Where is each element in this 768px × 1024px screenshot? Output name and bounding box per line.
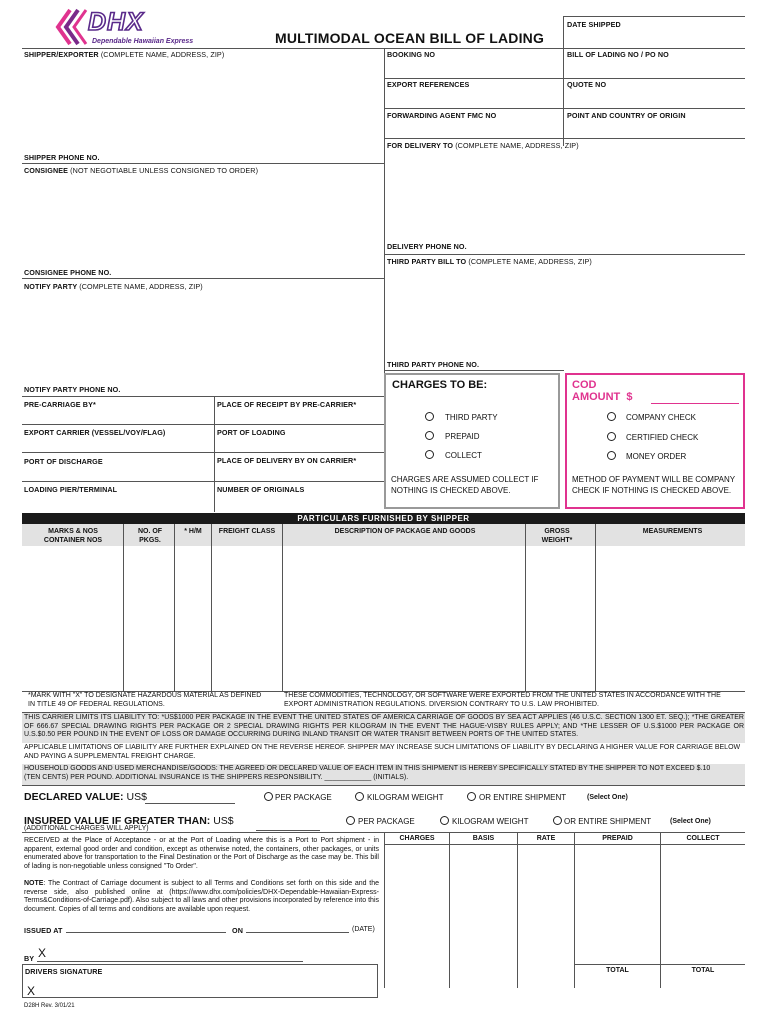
col-pkgs: NO. OF PKGS. — [137, 528, 163, 544]
logo-tagline: Dependable Hawaiian Express — [92, 38, 194, 45]
place-receipt-label: PLACE OF RECEIPT BY PRE-CARRIER* — [217, 400, 357, 409]
liability-note: THIS CARRIER LIMITS ITS LIABILITY TO: *US$1000 PER PACKAGE IN THE EVENT THE UNITED STATES OF AMERICA CARRIAGE OF GOODS BY SEA ACT APPLIES (46 U.S.C. SECTION 1300 ET. SEQ.); *THE GREATER OF 666.67 SPECIAL DRAWING RIGHTS PER PACKAGE OR 2 SPECIAL DRAWING RIGHTS PER KILOGRAM IN THE EVENT THE HAGUE-VISBY RULES APPLY; AND *THE LESSER OF U.S.$1000 PER PACKAGE OR U.S.$0.50 PER POUND IN THE EVENT OF LOSS OR DAMAGE OCCURRING DURING INLAND TRANSIT OR WATER TRANSIT BETWEEN PORTS OF THE UNITED STATES. — [24, 714, 744, 739]
third-party-radio[interactable] — [425, 412, 434, 421]
by-label: BY — [24, 954, 35, 963]
third-party-phone-label: THIRD PARTY PHONE NO. — [387, 360, 480, 369]
declared-per-package-radio[interactable] — [264, 792, 273, 801]
insured-sub: (ADDITIONAL CHARGES WILL APPLY) — [24, 825, 149, 832]
by-field[interactable] — [37, 961, 303, 962]
pre-carriage-label: PRE-CARRIAGE BY* — [24, 400, 96, 409]
applicable-note: APPLICABLE LIMITATIONS OF LIABILITY ARE FURTHER EXPLAINED ON THE REVERSE HEREOF. SHIPPER MAY INCREASE SUCH LIMITATIONS OF LIABILITY BY DECLARING A HIGHER VALUE FOR CARRIAGE BELOW AND PAYING A SUPPLEMENTAL FREIGHT CHARGE. — [24, 744, 741, 760]
on-label: ON — [232, 926, 243, 935]
insured-value-label: INSURED VALUE IF GREATER THAN: US$ — [24, 815, 234, 827]
insured-per-package: PER PACKAGE — [358, 817, 415, 826]
declared-select-one: (Select One) — [587, 794, 628, 801]
col-gross: GROSS WEIGHT* — [541, 528, 573, 544]
bol-no-label: BILL OF LADING NO / PO NO — [567, 50, 669, 59]
col-measurements: MEASUREMENTS — [642, 528, 703, 535]
port-discharge-label: PORT OF DISCHARGE — [24, 457, 103, 466]
declared-entire-radio[interactable] — [467, 792, 476, 801]
consignee-label: CONSIGNEE (NOT NEGOTIABLE UNLESS CONSIGNED TO ORDER) — [24, 166, 259, 175]
drivers-x: X — [27, 984, 36, 998]
charges-title: CHARGES TO BE: — [392, 379, 488, 391]
declared-kilogram-radio[interactable] — [355, 792, 364, 801]
declared-per-package: PER PACKAGE — [275, 793, 332, 802]
insured-per-package-radio[interactable] — [346, 816, 355, 825]
point-origin-label: POINT AND COUNTRY OF ORIGIN — [567, 111, 686, 120]
charges-note: CHARGES ARE ASSUMED COLLECT IF NOTHING IS CHECKED ABOVE. — [391, 475, 539, 495]
company-check-option: COMPANY CHECK — [626, 413, 696, 422]
insured-entire-radio[interactable] — [553, 816, 562, 825]
third-party-label: THIRD PARTY BILL TO (COMPLETE NAME, ADDRESS, ZIP) — [387, 257, 592, 266]
company-check-radio[interactable] — [607, 412, 616, 421]
money-order-option: MONEY ORDER — [626, 452, 687, 461]
num-originals-label: NUMBER OF ORIGINALS — [217, 485, 305, 494]
declared-kilogram: KILOGRAM WEIGHT — [367, 793, 444, 802]
prepaid-total: TOTAL — [606, 967, 629, 974]
money-order-radio[interactable] — [607, 451, 616, 460]
charges-col-basis: BASIS — [472, 835, 495, 842]
prepaid-option: PREPAID — [445, 432, 480, 441]
export-refs-label: EXPORT REFERENCES — [387, 80, 470, 89]
consignee-phone-label: CONSIGNEE PHONE NO. — [24, 268, 112, 277]
notify-label: NOTIFY PARTY (COMPLETE NAME, ADDRESS, ZIP) — [24, 282, 203, 291]
issued-at-label: ISSUED AT — [24, 926, 63, 935]
notify-phone-label: NOTIFY PARTY PHONE NO. — [24, 385, 121, 394]
cod-amount-label: AMOUNT $ — [572, 391, 633, 403]
place-delivery-label: PLACE OF DELIVERY BY ON CARRIER* — [217, 456, 357, 465]
certified-check-option: CERTIFIED CHECK — [626, 433, 699, 442]
col-freight: FREIGHT CLASS — [218, 528, 276, 535]
particulars-banner: PARTICULARS FURNISHED BY SHIPPER — [22, 513, 745, 524]
insured-entire: OR ENTIRE SHIPMENT — [564, 817, 652, 826]
cod-box — [565, 373, 745, 509]
insured-kilogram: KILOGRAM WEIGHT — [452, 817, 529, 826]
delivery-phone-label: DELIVERY PHONE NO. — [387, 242, 467, 251]
note-terms: NOTE: The Contract of Carriage document is subject to all Terms and Conditions set forth on this side and the reverse side, also published online at (https://www.dhx.com/policies/DHX-Dependable-Hawaiian-Express-Terms&Conditions-of-Carriage.pdf). Also subject to all laws and other provisions incorporated by reference into this document. Copies of all terms and conditions are available upon request. — [24, 880, 379, 913]
prepaid-radio[interactable] — [425, 431, 434, 440]
by-x: X — [38, 946, 47, 960]
cod-note: METHOD OF PAYMENT WILL BE COMPANY CHECK IF NOTHING IS CHECKED ABOVE. — [572, 475, 735, 495]
declared-value-label: DECLARED VALUE: US$ — [24, 791, 147, 803]
logo-text: DHX — [88, 8, 144, 36]
form-title: MULTIMODAL OCEAN BILL OF LADING — [275, 30, 545, 46]
col-marks: MARKS & NOS CONTAINER NOS — [43, 528, 103, 544]
certified-check-radio[interactable] — [607, 432, 616, 441]
hazmat-note: *MARK WITH "X" TO DESIGNATE HAZARDOUS MATERIAL AS DEFINED IN TITLE 49 OF FEDERAL REGULATIONS. — [28, 692, 262, 708]
collect-radio[interactable] — [425, 450, 434, 459]
declared-entire: OR ENTIRE SHIPMENT — [479, 793, 567, 802]
charges-col-rate: RATE — [536, 835, 556, 842]
charges-col-prepaid: PREPAID — [602, 835, 633, 842]
insured-select-one: (Select One) — [670, 818, 711, 825]
third-party-option: THIRD PARTY — [445, 413, 498, 422]
col-description: DESCRIPTION OF PACKAGE AND GOODS — [334, 528, 476, 535]
quote-no-label: QUOTE NO — [567, 80, 607, 89]
issued-at-field[interactable] — [66, 932, 226, 933]
drivers-signature-label: DRIVERS SIGNATURE — [25, 967, 103, 976]
dhx-logo — [52, 8, 232, 48]
charges-box — [384, 373, 560, 509]
charges-col-charges: CHARGES — [399, 835, 435, 842]
shipper-label: SHIPPER/EXPORTER (COMPLETE NAME, ADDRESS, ZIP) — [24, 50, 225, 59]
declared-value-field[interactable] — [145, 803, 235, 804]
insured-kilogram-radio[interactable] — [440, 816, 449, 825]
port-loading-label: PORT OF LOADING — [217, 428, 286, 437]
fwd-agent-label: FORWARDING AGENT FMC NO — [387, 111, 497, 120]
revision-label: D28H Rev. 3/01/21 — [24, 1003, 75, 1009]
on-field[interactable] — [246, 932, 349, 933]
loading-pier-label: LOADING PIER/TERMINAL — [24, 485, 118, 494]
cod-title: COD — [572, 379, 597, 391]
export-carrier-label: EXPORT CARRIER (VESSEL/VOY/FLAG) — [24, 428, 166, 437]
household-note: HOUSEHOLD GOODS AND USED MERCHANDISE/GOODS: THE AGREED OR DECLARED VALUE OF EACH ITEM IN THIS SHIPMENT IS HEREBY SPECIFICALLY STATED BY THE SHIPPER TO NOT EXCEED $.10 (TEN CENTS) PER POUND. ADDITIONAL INSURANCE IS THE SHIPPERS RESPONSIBILITY. ____________ (INITIALS). — [24, 765, 711, 781]
received-terms: RECEIVED at the Place of Acceptance - or at the Port of Loading where this is a Port to Port shipment - in apparent, external good order and condition, except as otherwise noted, the containers, other packages, or units enumerated above for transportation to the Final Destination or the Port of Discharge as the case may be. This bill of lading is non-negotiable unless consigned "To Order". — [24, 837, 379, 870]
export-note: THESE COMMODITIES, TECHNOLOGY, OR SOFTWARE WERE EXPORTED FROM THE UNITED STATES IN ACCORDANCE WITH THE EXPORT ADMINISTRATION REGULATIONS. DIVERSION CONTRARY TO U.S. LAW PROHIBITED. — [284, 692, 721, 708]
for-delivery-label: FOR DELIVERY TO (COMPLETE NAME, ADDRESS, ZIP) — [387, 141, 579, 150]
insured-value-field[interactable] — [256, 830, 320, 831]
date-shipped-label: DATE SHIPPED — [567, 20, 621, 29]
col-hm: * H/M — [184, 528, 202, 535]
collect-total: TOTAL — [691, 967, 715, 974]
booking-no-label: BOOKING NO — [387, 50, 436, 59]
cod-amount-field[interactable] — [651, 403, 739, 404]
charges-col-collect: COLLECT — [686, 835, 720, 842]
collect-option: COLLECT — [445, 451, 482, 460]
shipper-phone-label: SHIPPER PHONE NO. — [24, 153, 100, 162]
date-label: (DATE) — [352, 926, 375, 933]
